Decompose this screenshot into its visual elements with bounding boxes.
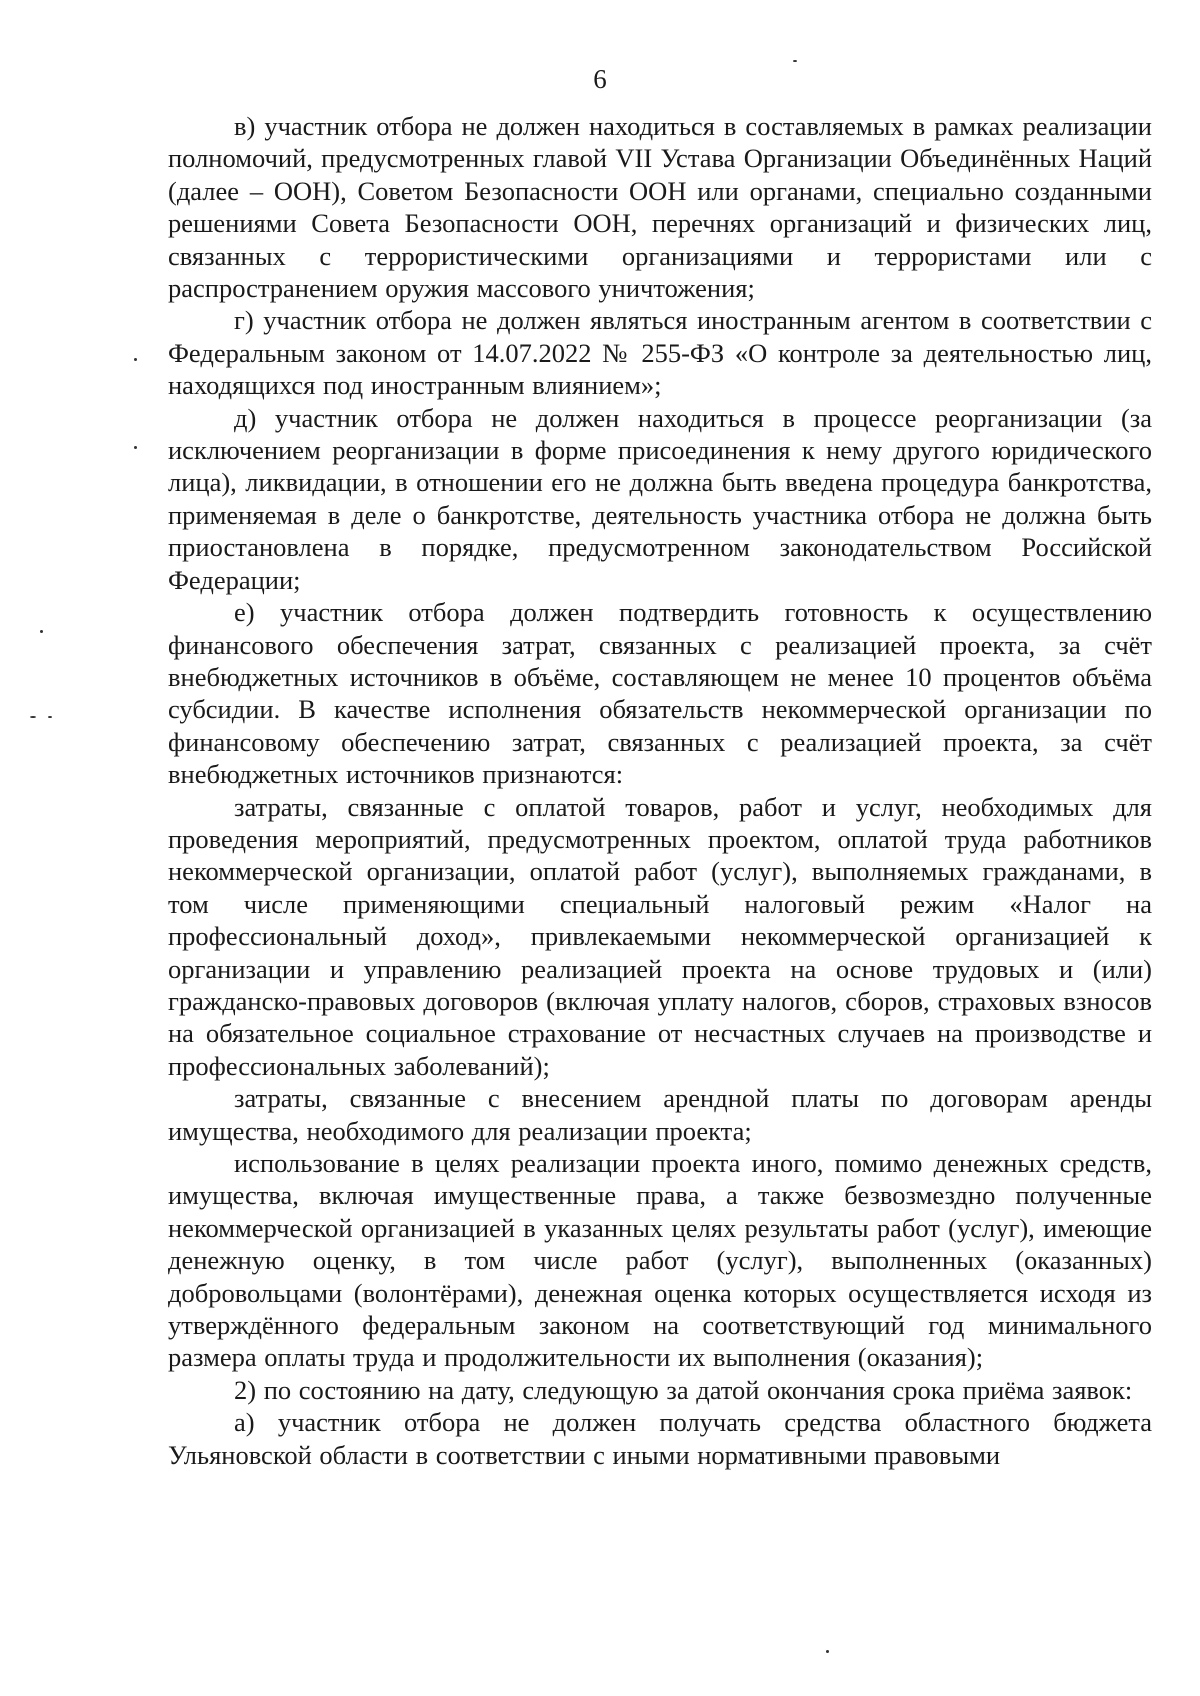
paragraph-use-of-property: использование в целях реализации проекта иного, помимо денежных средств, имущества, включая имущественные права, а также безвозмездно полученные некоммерческой организацией в указанных целях результаты работ (услуг), имеющие денежную оценку, в том числе работ (услуг), выполненных (оказанных) добровольцами (волонтёрами), денежная оценка которых осуществляется исходя из утверждённого федеральным законом на соответствующий год минимального размера оплаты труда и продолжительности их выполнения (оказания);	[168, 1148, 1152, 1373]
paragraph-costs-rent: затраты, связанные с внесением арендной платы по договорам аренды имущества, необходимого для реализации проекта;	[168, 1083, 1152, 1146]
paragraph-costs-goods-services: затраты, связанные с оплатой товаров, работ и услуг, необходимых для проведения мероприятий, предусмотренных проектом, оплатой труда работников некоммерческой организации, оплатой работ (услуг), выполняемых гражданами, в том числе применяющими специальный налоговый режим «Налог на профессиональный доход», привлекаемыми некоммерческой организацией к организации и управлению реализацией проекта на основе трудовых и (или) гражданско-правовых договоров (включая уплату налогов, сборов, страховых взносов на обязательное социальное страхование от несчастных случаев на производстве и профессиональных заболеваний);	[168, 791, 1152, 1081]
scan-speck	[30, 716, 36, 718]
scan-speck	[793, 60, 797, 62]
paragraph-item-v: в) участник отбора не должен находиться в составляемых в рамках реализации полномочий, предусмотренных главой VII Устава Организации Объединённых Наций (далее – ООН), Советом Безопасности ООН или органами, специально созданными решениями Совета Безопасности ООН, перечнях организаций и физических лиц, связанных с террористическими организациями и террористами или с распространением оружия массового уничтожения;	[168, 111, 1152, 304]
scan-speck	[48, 716, 52, 718]
paragraph-item-g: г) участник отбора не должен являться иностранным агентом в соответствии с Федеральным законом от 14.07.2022 № 255-ФЗ «О контроле за деятельностью лиц, находящихся под иностранным влиянием»;	[168, 305, 1152, 401]
scan-speck	[40, 630, 43, 633]
scan-speck	[134, 446, 137, 449]
document-body	[168, 110, 1152, 1471]
scan-speck	[826, 1650, 829, 1653]
paragraph-item-2: 2) по состоянию на дату, следующую за датой окончания срока приёма заявок:	[234, 1374, 1133, 1405]
paragraph-item-a: а) участник отбора не должен получать средства областного бюджета Ульяновской области в соответствии с иными нормативными правовыми	[168, 1407, 1152, 1470]
page-number: 6	[593, 64, 607, 94]
paragraph-item-e: е) участник отбора должен подтвердить готовность к осуществлению финансового обеспечения затрат, связанных с реализацией проекта, за счёт внебюджетных источников в объёме, составляющем не менее 10 процентов объёма субсидии. В качестве исполнения обязательств некоммерческой организации по финансовому обеспечению затрат, связанных с реализацией проекта, за счёт внебюджетных источников признаются:	[168, 597, 1152, 790]
paragraph-item-d: д) участник отбора не должен находиться в процессе реорганизации (за исключением реорганизации в форме присоединения к нему другого юридического лица), ликвидации, в отношении его не должна быть введена процедура банкротства, применяемая в деле о банкротстве, деятельность участника отбора не должна быть приостановлена в порядке, предусмотренном законодательством Российской Федерации;	[168, 402, 1152, 595]
scan-speck	[134, 358, 137, 361]
